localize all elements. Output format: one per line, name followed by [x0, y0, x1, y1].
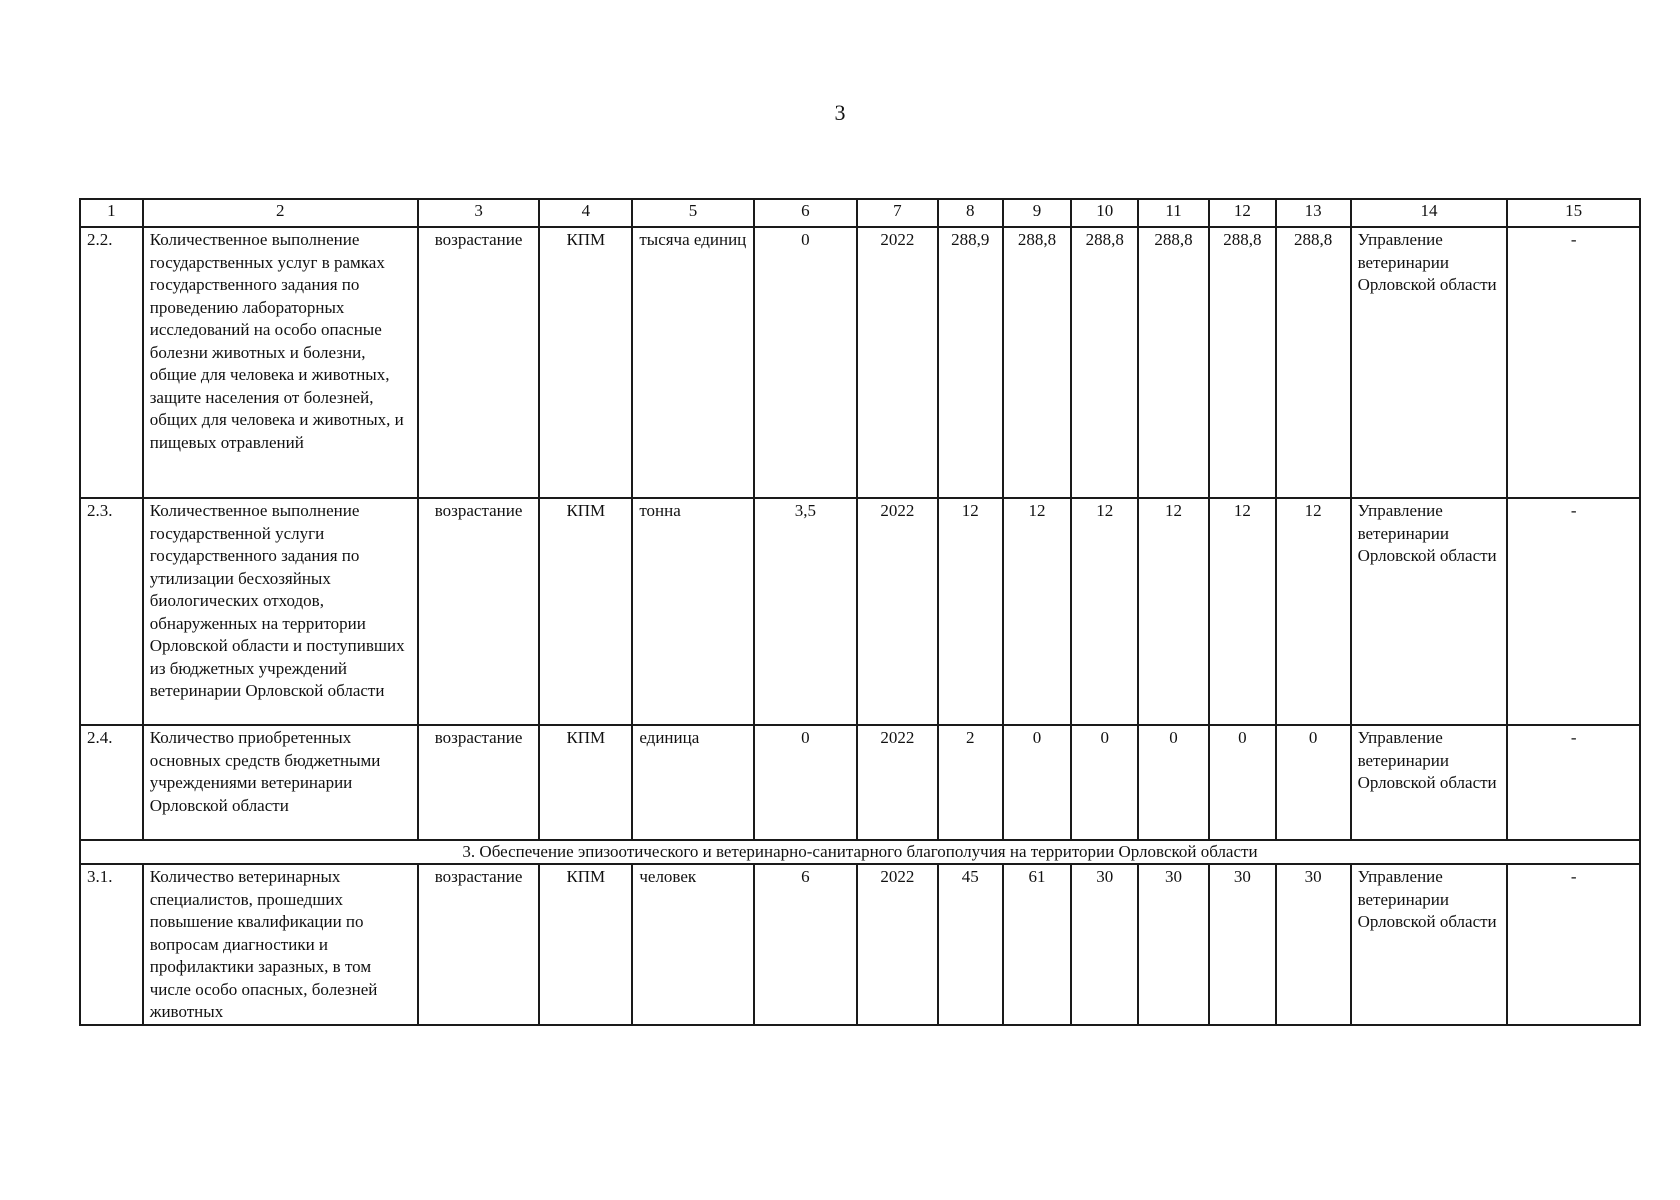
- indicator-type: КПМ: [539, 864, 632, 1025]
- page-number: 3: [834, 100, 846, 125]
- indicator-name: Количественное выполнение государственной услуги государственного задания по утилизации бесхозяйных биологических отходов, обнаруженных на территории Орловской области и поступивших из бюджетных учреждений ветеринарии Орловской области: [143, 498, 418, 725]
- indicator-type: КПМ: [539, 498, 632, 725]
- value-col-9: 12: [1003, 498, 1072, 725]
- value-col-13: 30: [1276, 864, 1351, 1025]
- indicator-direction: возрастание: [418, 227, 539, 498]
- column-header-7: 7: [857, 199, 938, 227]
- column-header-1: 1: [80, 199, 143, 227]
- row-number: 2.2.: [80, 227, 143, 498]
- column-header-8: 8: [938, 199, 1003, 227]
- indicator-direction: возрастание: [418, 864, 539, 1025]
- value-col-11: 288,8: [1138, 227, 1209, 498]
- value-col-9: 0: [1003, 725, 1072, 840]
- section-heading-row: [80, 840, 1640, 864]
- column-header-4: 4: [539, 199, 632, 227]
- column-header-9: 9: [1003, 199, 1072, 227]
- unit-of-measure: тысяча единиц: [632, 227, 753, 498]
- table-row: [80, 498, 1640, 725]
- value-col-12: 12: [1209, 498, 1276, 725]
- indicator-name: Количество приобретенных основных средств бюджетными учреждениями ветеринарии Орловской области: [143, 725, 418, 840]
- info-system: -: [1507, 725, 1640, 840]
- indicator-name: Количественное выполнение государственных услуг в рамках государственного задания по проведению лабораторных исследований на особо опасные болезни животных и болезни, общие для человека и животных, защите населения от болезней, общих для человека и животных, и пищевых отравлений: [143, 227, 418, 498]
- value-col-11: 0: [1138, 725, 1209, 840]
- indicator-type: КПМ: [539, 227, 632, 498]
- unit-of-measure: тонна: [632, 498, 753, 725]
- value-col-8: 45: [938, 864, 1003, 1025]
- info-system: -: [1507, 864, 1640, 1025]
- base-value: 6: [754, 864, 857, 1025]
- column-header-6: 6: [754, 199, 857, 227]
- responsible-body: Управление ветеринарии Орловской области: [1351, 227, 1508, 498]
- base-year: 2022: [857, 498, 938, 725]
- column-header-14: 14: [1351, 199, 1508, 227]
- responsible-body: Управление ветеринарии Орловской области: [1351, 725, 1508, 840]
- row-number: 2.4.: [80, 725, 143, 840]
- value-col-12: 0: [1209, 725, 1276, 840]
- base-year: 2022: [857, 864, 938, 1025]
- value-col-8: 288,9: [938, 227, 1003, 498]
- value-col-13: 0: [1276, 725, 1351, 840]
- value-col-8: 2: [938, 725, 1003, 840]
- value-col-10: 12: [1071, 498, 1138, 725]
- table-row: [80, 864, 1640, 1025]
- value-col-11: 12: [1138, 498, 1209, 725]
- indicator-direction: возрастание: [418, 498, 539, 725]
- indicator-direction: возрастание: [418, 725, 539, 840]
- indicators-table: [79, 198, 1641, 1026]
- value-col-9: 288,8: [1003, 227, 1072, 498]
- table-row: [80, 227, 1640, 498]
- base-value: 0: [754, 725, 857, 840]
- value-col-10: 30: [1071, 864, 1138, 1025]
- indicator-type: КПМ: [539, 725, 632, 840]
- value-col-11: 30: [1138, 864, 1209, 1025]
- value-col-13: 12: [1276, 498, 1351, 725]
- value-col-12: 288,8: [1209, 227, 1276, 498]
- value-col-13: 288,8: [1276, 227, 1351, 498]
- responsible-body: Управление ветеринарии Орловской области: [1351, 864, 1508, 1025]
- column-header-13: 13: [1276, 199, 1351, 227]
- table-row: [80, 725, 1640, 840]
- row-number: 3.1.: [80, 864, 143, 1025]
- unit-of-measure: человек: [632, 864, 753, 1025]
- value-col-8: 12: [938, 498, 1003, 725]
- value-col-10: 288,8: [1071, 227, 1138, 498]
- value-col-10: 0: [1071, 725, 1138, 840]
- row-number: 2.3.: [80, 498, 143, 725]
- column-number-header-row: [80, 199, 1640, 227]
- value-col-12: 30: [1209, 864, 1276, 1025]
- base-value: 0: [754, 227, 857, 498]
- column-header-5: 5: [632, 199, 753, 227]
- indicator-name: Количество ветеринарных специалистов, прошедших повышение квалификации по вопросам диагностики и профилактики заразных, в том числе особо опасных, болезней животных: [143, 864, 418, 1025]
- column-header-2: 2: [143, 199, 418, 227]
- section-title: 3. Обеспечение эпизоотического и ветеринарно-санитарного благополучия на территории Орловской области: [80, 840, 1640, 864]
- column-header-3: 3: [418, 199, 539, 227]
- column-header-10: 10: [1071, 199, 1138, 227]
- info-system: -: [1507, 227, 1640, 498]
- base-year: 2022: [857, 725, 938, 840]
- column-header-15: 15: [1507, 199, 1640, 227]
- info-system: -: [1507, 498, 1640, 725]
- responsible-body: Управление ветеринарии Орловской области: [1351, 498, 1508, 725]
- base-year: 2022: [857, 227, 938, 498]
- unit-of-measure: единица: [632, 725, 753, 840]
- value-col-9: 61: [1003, 864, 1072, 1025]
- column-header-11: 11: [1138, 199, 1209, 227]
- base-value: 3,5: [754, 498, 857, 725]
- column-header-12: 12: [1209, 199, 1276, 227]
